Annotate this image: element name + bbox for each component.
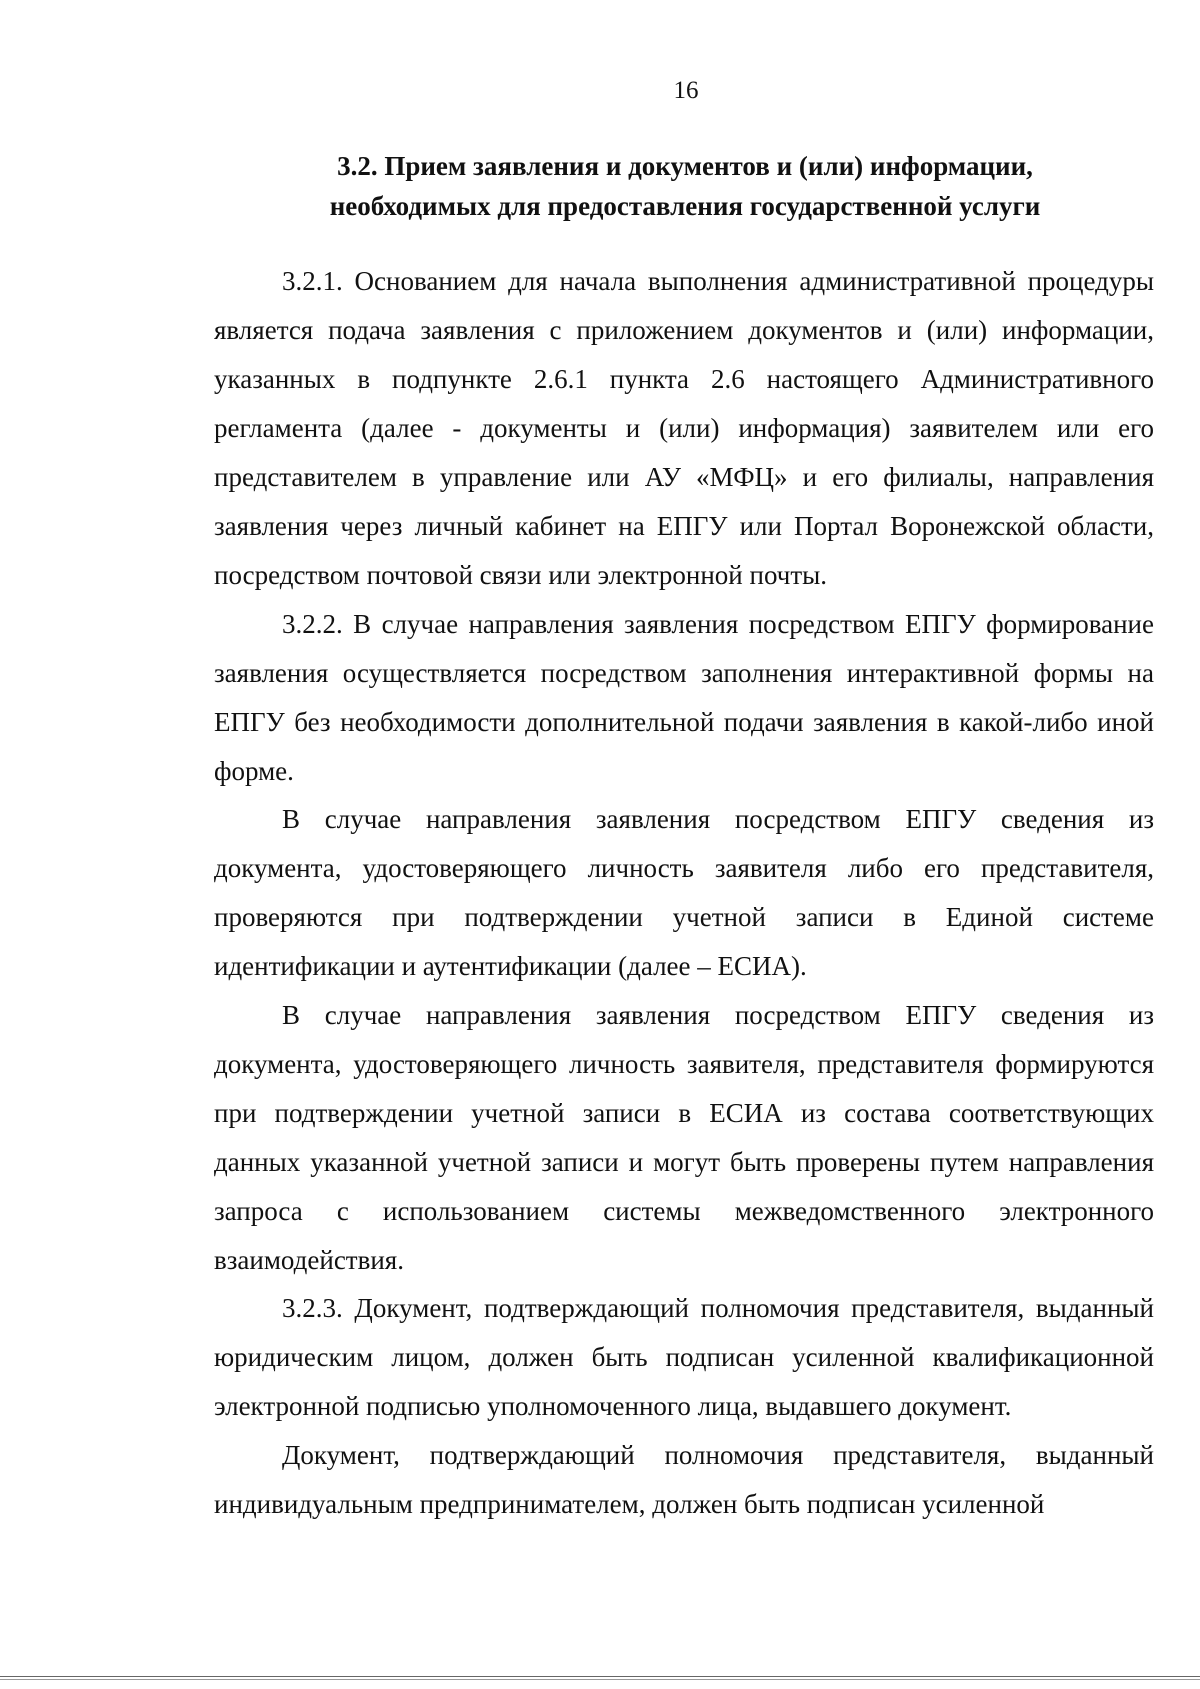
page-number: 16 <box>673 77 699 104</box>
paragraph-3-2-3: 3.2.3. Документ, подтверждающий полномочия представителя, выданный юридическим лицом, должен быть подписан усиленной квалификационной электронной подписью уполномоченного лица, выдавшего документ. <box>214 1293 1154 1421</box>
paragraph-3-2-1: 3.2.1. Основанием для начала выполнения административной процедуры является подача заявления с приложением документов и (или) информации, указанных в подпункте 2.6.1 пункта 2.6 настоящего Административного регламента (далее - документы и (или) информация) заявителем или его представителем в управление или АУ «МФЦ» и его филиалы, направления заявления через личный кабинет на ЕПГУ или Портал Воронежской области, посредством почтовой связи или электронной почты. <box>214 266 1154 590</box>
paragraph-esia-formation: В случае направления заявления посредством ЕПГУ сведения из документа, удостоверяющего личность заявителя, представителя формируются при подтверждении учетной записи в ЕСИА из состава соответствующих данных указанной учетной записи и могут быть проверены путем направления запроса с использованием системы межведомственного электронного взаимодействия. <box>214 999 1154 1275</box>
paragraph-3-2-2: 3.2.2. В случае направления заявления посредством ЕПГУ формирование заявления осуществляется посредством заполнения интерактивной формы на ЕПГУ без необходимости дополнительной подачи заявления в какой-либо иной форме. <box>214 608 1154 786</box>
page-bottom-edge <box>0 1676 1200 1680</box>
paragraph-esia-verification: В случае направления заявления посредством ЕПГУ сведения из документа, удостоверяющего личность заявителя либо его представителя, проверяются при подтверждении учетной записи в Единой системе идентификации и аутентификации (далее – ЕСИА). <box>214 804 1154 981</box>
document-body <box>214 257 1154 1528</box>
paragraph-entrepreneur: Документ, подтверждающий полномочия представителя, выданный индивидуальным предпринимателем, должен быть подписан усиленной <box>214 1439 1154 1519</box>
section-title-line-1: 3.2. Прием заявления и документов и (или) информации, <box>337 151 1033 181</box>
section-title-line-2: необходимых для предоставления государственной услуги <box>329 191 1041 221</box>
section-title <box>214 146 1156 226</box>
